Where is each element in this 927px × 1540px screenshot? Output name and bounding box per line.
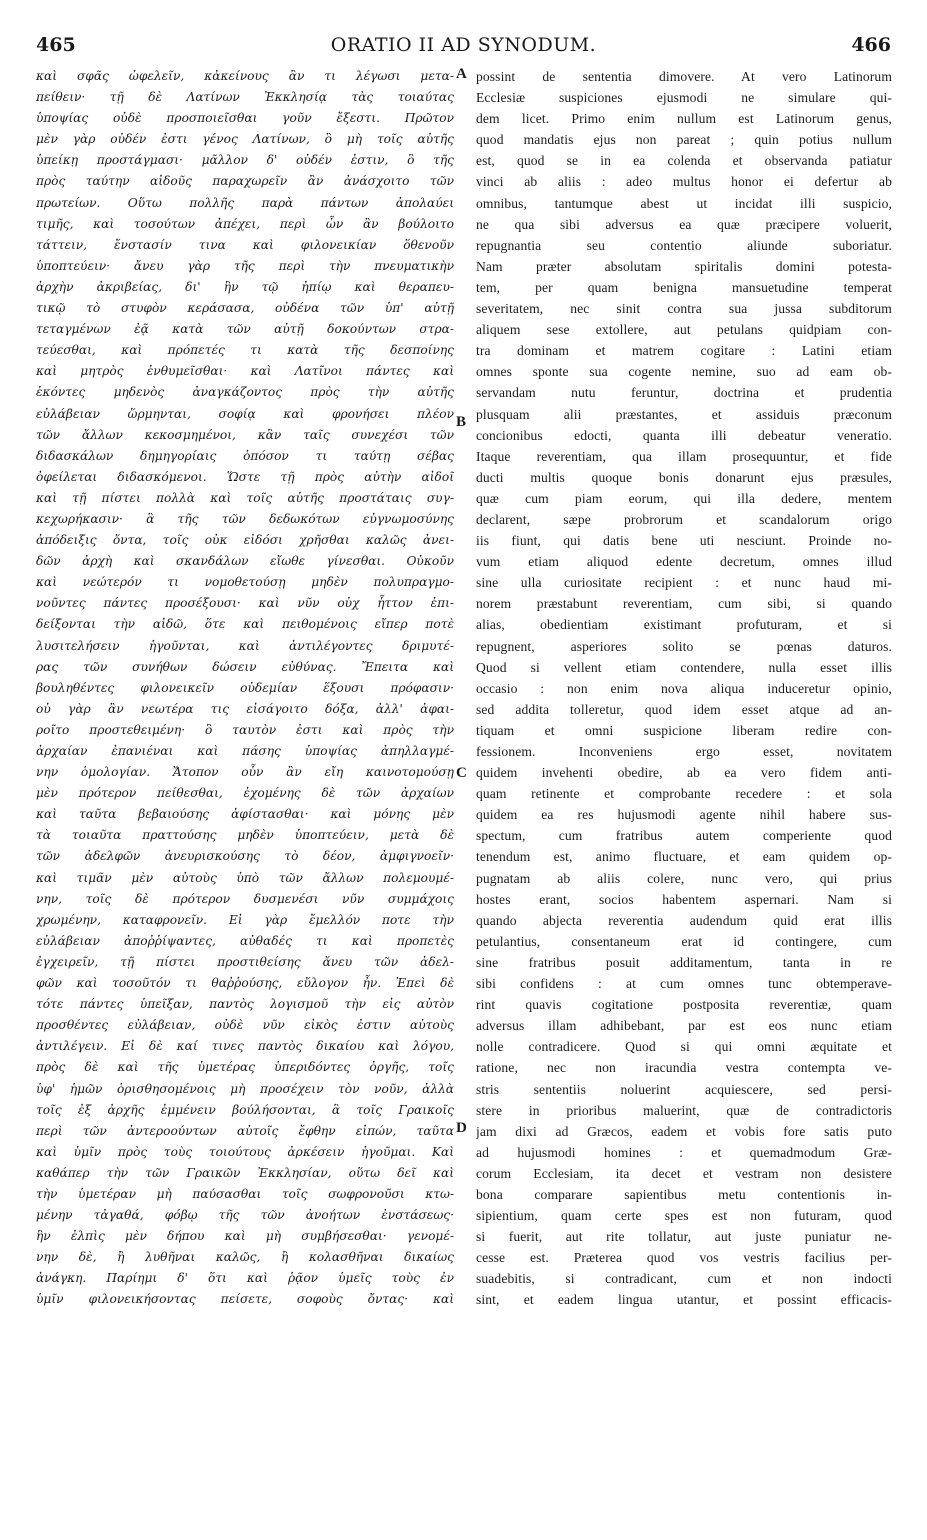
section-marker-a: A	[456, 66, 467, 82]
greek-text-line: τῶν ἀδελφῶν ἀνευρισκούσης τὸ δέον, ἀμφιγνοεῖν·	[36, 849, 454, 864]
latin-text-line: Ecclesiæ suspiciones ejusmodi ne simulare qui-	[476, 90, 892, 106]
greek-text-line: περὶ τῶν ἀντεροούντων αὐτοῖς ἔφθην εἰπών, ταῦτα	[36, 1123, 454, 1138]
latin-text-line: tem, per quam benigna mansuetudine temperat	[476, 279, 892, 295]
greek-text-line: πρὸς ταύτην αἰδοῦς παραχωρεῖν ἂν ἀνάσχοιτο τῶν	[36, 174, 454, 189]
greek-text-line: φῶν καὶ τοσοῦτόν τι θαῤῥούσης, εὔλογον ἦν. Ἐπεὶ δὲ	[36, 976, 454, 991]
greek-text-line: εὐλάβειαν ἀποῤῥίψαντες, αὐθαδές τι καὶ προπετὲς	[36, 933, 454, 948]
greek-text-line: ἀπόδειξις ὄντα, τοῖς οὐκ εἰδόσι χρῆσθαι καλῶς ἀνει-	[36, 533, 454, 548]
greek-text-line: μὲν πρότερον πείθεσθαι, ἐχομένης δὲ τῶν ἀρχαίων	[36, 786, 454, 801]
greek-text-line: τότε πάντες ὑπεῖξαν, παντὸς λογισμοῦ τὴν εἰς αὐτὸν	[36, 997, 454, 1012]
latin-text-line: tiquam et omni suspicione liberam redire con-	[476, 722, 892, 738]
latin-text-line: possint de sententia dimovere. At vero Latinorum	[476, 69, 892, 84]
latin-text-line: alias, obedientiam existimant profuturam, et si	[476, 617, 892, 633]
greek-text-line: διδασκάλων δημηγορίαις ὁπόσον τι ταύτῃ σέβας	[36, 448, 454, 463]
latin-text-line: sipientium, quam certe spes est non futuram, quod	[476, 1208, 892, 1224]
latin-text-line: repugnent, asperiores solito se pœnas daturos.	[476, 638, 892, 654]
latin-text-line: ad hujusmodi homines : et quemadmodum Græ-	[476, 1144, 892, 1160]
latin-text-line: quam retinente et comprobante recedere : et sola	[476, 786, 892, 802]
latin-text-line: occasio : non enim nova aliqua induceretur opinio,	[476, 680, 892, 696]
greek-text-line: καὶ ὑμῖν πρὸς τοὺς τοιούτους ἀρκέσειν ἡγοῦμαι. Καὶ	[36, 1144, 454, 1159]
latin-text-line: aliquem sese extollere, aut petulans quidpiam con-	[476, 322, 892, 338]
greek-text-line: καὶ ταῦτα βεβαιούσης ἀφίστασθαι· καὶ μόνης μὲν	[36, 807, 454, 822]
latin-text-line: corum Ecclesiam, ita decet et vestram non desistere	[476, 1165, 892, 1181]
greek-text-line: ἀρχὴν ἀκριβείας, δι' ἣν τῷ ἠπίῳ καὶ θεραπευ-	[36, 279, 454, 294]
greek-text-line: τεταγμένων ἐᾷ κατὰ τῶν αὐτῇ δοκούντων στρα-	[36, 322, 454, 337]
greek-text-line: εὐλάβειαν ὥρμηνται, σοφίᾳ καὶ φρονήσει πλέον	[36, 406, 454, 421]
greek-text-line: καὶ σφᾶς ὠφελεῖν, κἀκείνους ἂν τι λέγωσι μετα-	[36, 69, 454, 83]
section-marker-c: C	[456, 765, 467, 781]
greek-text-line: καὶ μητρὸς ἐνθυμεῖσθαι· καὶ Λατῖνοι πάντες καὶ	[36, 364, 454, 379]
greek-text-line: καὶ τιμᾶν μὲν αὐτοὺς ὑπὸ τῶν ἄλλων πολεμουμέ-	[36, 870, 454, 885]
greek-text-line: ὑποψίας οὐδὲ προσποιεῖσθαι γοῦν ἔξεστι. Πρῶτον	[36, 111, 454, 126]
latin-text-line: omnes sponte sua cogente nemine, suo ad eam ob-	[476, 364, 892, 380]
latin-text-line: suadebitis, si contradicant, cum et non indocti	[476, 1271, 892, 1287]
greek-text-line: ἀνάγκη. Παρίημι δ' ὅτι καὶ ῥᾷον ὑμεῖς τοὺς ἐν	[36, 1271, 454, 1286]
greek-text-line: χρωμένην, καταφρονεῖν. Εἰ γὰρ ἔμελλόν ποτε τὴν	[36, 912, 454, 927]
latin-text-line: jam dixi ad Græcos, eadem et vobis fore satis puto	[476, 1123, 892, 1139]
greek-text-line: νην, τοῖς δὲ πρότερον δυσμενέσι νῦν συμμάχοις	[36, 891, 454, 906]
latin-text-line: petulantius, consentaneum erat id contingere, cum	[476, 933, 892, 949]
greek-text-line: πείθειν· τῇ δὲ Λατίνων Ἐκκλησίᾳ τὰς τοιαύτας	[36, 90, 454, 105]
latin-text-line: tenendum est, animo fluctuare, et eam quidem op-	[476, 849, 892, 865]
latin-text-line: si fuerit, aut rite tollatur, aut juste puniatur ne-	[476, 1229, 892, 1245]
greek-text-line: βουληθέντες φιλονεικεῖν οὐδεμίαν ἕξουσι πρόφασιν·	[36, 680, 454, 695]
latin-text-line: cesse est. Præterea quod vos vestris facilius per-	[476, 1250, 892, 1266]
running-title: ORATIO II AD SYNODUM.	[330, 34, 597, 56]
latin-text-line: vum etiam aliquod edente decretum, omnes illud	[476, 554, 892, 570]
latin-text-line: Quod si vellent etiam contendere, nulla esset illis	[476, 659, 892, 675]
latin-text-line: quidem invehenti obedire, ab ea vero fidem anti-	[476, 765, 892, 781]
latin-text-line: quando abjecta reverentia audendum quid erat illis	[476, 912, 892, 928]
latin-text-line: severitatem, nec sinit contra sua jussa subditorum	[476, 301, 892, 317]
greek-text-line: καὶ τῇ πίστει πολλὰ καὶ τοῖς αὐτῆς προστάταις συγ-	[36, 490, 454, 505]
greek-text-line: ὑφ' ἡμῶν ὁρισθησομένοις μὴ προσέχειν τὸν νοῦν, ἀλλὰ	[36, 1081, 454, 1096]
latin-text-line: est, quod se in ea colenda et observanda patiatur	[476, 153, 892, 169]
greek-text-line: τὰ τοιαῦτα πραττούσης μηδὲν ὑποπτεύειν, μετὰ δὲ	[36, 828, 454, 843]
greek-text-line: ὑποπτεύειν· ἄνευ γὰρ τῆς περὶ τὴν πνευματικὴν	[36, 258, 454, 273]
greek-text-line: νοῦντες πάντες προσέξουσι· καὶ νῦν οὐχ ἧττον ἐπι-	[36, 596, 454, 611]
greek-text-line: τῶν ἄλλων κεκοσμημένοι, κἂν ταῖς συνεχέσι τῶν	[36, 427, 454, 442]
latin-text-line: stris sententiis noluerint acquiescere, sed persi-	[476, 1081, 892, 1097]
greek-text-line: ἐγχειρεῖν, τῇ πίστει προστιθείσης ἄνευ τῶν ἀδελ-	[36, 954, 454, 969]
greek-text-line: ρας τῶν συνήθων δώσειν εὐθύνας. Ἔπειτα καὶ	[36, 659, 454, 674]
greek-text-line: ἀρχαίαν ἐπανιέναι καὶ πάσης ὑποψίας ἀπηλλαγμέ-	[36, 744, 454, 758]
latin-text-line: vinci ab aliis : adeo multus honor ei defertur ab	[476, 174, 892, 190]
greek-text-line: ὑμῖν φιλονεικήσοντας πείσετε, σοφοὺς ὄντας· καὶ	[36, 1292, 454, 1307]
latin-text-line: hostes erant, socios habentem aspernari. Nam si	[476, 891, 892, 907]
latin-text-line: quidem ea res hujusmodi agente nihil habere sus-	[476, 807, 892, 823]
greek-text-line: τάττειν, ἔνστασίν τινα καὶ φιλονεικίαν ὅθενοῦν	[36, 237, 454, 252]
latin-text-line: rint quavis cogitatione postposita reverentiæ, quam	[476, 997, 892, 1013]
page-number-right: 466	[851, 34, 891, 56]
greek-text-line: νην δὲ, ἢ λυθῆναι καλῶς, ἢ κολασθῆναι δικαίως	[36, 1250, 454, 1265]
latin-text-line: sibi confidens : at cum omnes tunc obtemperave-	[476, 976, 892, 992]
latin-text-line: Nam præter absolutam spiritalis domini potesta-	[476, 258, 892, 274]
latin-text-line: ducti multis quoque bonis donarunt ejus præsules,	[476, 469, 892, 485]
greek-text-line: ἀντιλέγειν. Εἰ δὲ καί τινες παντὸς δικαίου καὶ λόγου,	[36, 1039, 454, 1054]
latin-text-line: quæ cum piam eorum, qui illa dedere, mentem	[476, 490, 892, 506]
latin-text-line: Itaque reverentiam, qua illam prosequuntur, et fide	[476, 448, 892, 464]
greek-text-line: ὑπείκῃ προστάγμασι· μᾶλλον δ' οὐδέν ἐστιν, ὃ τῆς	[36, 153, 454, 168]
greek-text-line: ροῖτο προστεθειμένη· ὃ ταυτὸν ἐστι καὶ πρὸς τὴν	[36, 722, 454, 737]
greek-text-line: τοῖς ἐξ ἀρχῆς ἐμμένειν βούλήσονται, ἃ τοῖς Γραικοῖς	[36, 1102, 454, 1117]
greek-text-line: μὲν γὰρ οὐδέν ἐστι γένος Λατίνων, ὃ μὴ τοῖς αὐτῆς	[36, 132, 454, 147]
greek-text-line: καὶ νεώτερόν τι νομοθετούσῃ μηδὲν πολυπραγμο-	[36, 575, 454, 590]
greek-text-line: δείξονται τὴν αἰδῶ, ὅτε καὶ πειθομένοις εἴπερ ποτὲ	[36, 617, 454, 632]
greek-text-line: λυσιτελήσειν ἡγοῦνται, καὶ ἀντιλέγοντες δριμυτέ-	[36, 638, 454, 653]
greek-text-line: καθάπερ τὴν τῶν Γραικῶν Ἐκκλησίαν, οὕτω δεῖ καὶ	[36, 1165, 454, 1180]
latin-text-line: fessionem. Inconveniens ergo esset, novitatem	[476, 744, 892, 759]
greek-text-line: τὴν ὑμετέραν μὴ παύσασθαι τοῖς σωφρονοῦσι κτω-	[36, 1186, 454, 1201]
page-header	[36, 34, 891, 64]
latin-text-line: nolle contradicere. Quod si qui omni æquitate et	[476, 1039, 892, 1055]
section-marker-b: B	[456, 414, 467, 430]
greek-text-line: νην ὁμολογίαν. Ἄτοπον οὖν ἂν εἴη καινοτομούσῃ	[36, 765, 454, 780]
latin-text-line: omnibus, tantumque abest ut incidat illi suspicio,	[476, 195, 892, 211]
latin-column	[476, 66, 892, 1311]
latin-text-line: concionibus edocti, quanta illi debeatur veneratio.	[476, 427, 892, 443]
latin-text-line: sine fratribus posuit additamentum, tanta in re	[476, 954, 892, 970]
latin-text-line: servandam nutu feruntur, doctrina et prudentia	[476, 385, 892, 401]
greek-text-line: ἑκόντες μηδενὸς ἀναγκάζοντος πρὸς τὴν αὐτῆς	[36, 385, 454, 400]
latin-text-line: plusquam alii præstantes, et assiduis præconum	[476, 406, 892, 422]
latin-text-line: sine ulla curiositate recipient : et nunc haud mi-	[476, 575, 892, 591]
latin-text-line: tra dominam et matrem cogitare : Latini etiam	[476, 343, 892, 359]
latin-text-line: sint, et eadem lingua utantur, et possint efficacis-	[476, 1292, 892, 1308]
greek-text-line: τιμῆς, καὶ τοσούτων ἀπέχει, περὶ ὧν ἂν βούλοιτο	[36, 216, 454, 231]
latin-text-line: pugnatam ab aliis colere, nunc vero, qui prius	[476, 870, 892, 886]
latin-text-line: norem præstabunt reverentiam, cum sibi, si quando	[476, 596, 892, 612]
greek-text-line: πρωτείων. Οὕτω πολλῆς παρὰ πάντων ἀπολαύει	[36, 195, 454, 210]
latin-text-line: ne qua sibi adversus ea quæ præcipere voluerit,	[476, 216, 892, 232]
latin-text-line: quod mandatis ejus non pareat ; quin potius nullum	[476, 132, 892, 148]
greek-text-line: ὀφείλεται διδασκόμενοι. Ὥστε τῇ πρὸς αὐτὴν αἰδοῖ	[36, 469, 454, 484]
greek-text-line: ἣν ἐλπὶς μὲν δήπου καὶ μὴ συμβήσεσθαι· γενομέ-	[36, 1229, 454, 1244]
greek-text-line: οὐ γὰρ ἂν νεωτέρα τις εἰσάγοιτο δόξα, ἀλλ' ἀφαι-	[36, 701, 454, 716]
latin-text-line: ratione, nec non iracundia vestra contempta ve-	[476, 1060, 892, 1076]
greek-text-line: πρὸς δὲ καὶ τῆς ὑμετέρας ὑπεριδόντες ὀργῆς, τοῖς	[36, 1060, 454, 1075]
page-number-left: 465	[36, 34, 76, 56]
greek-text-line: τεύεσθαι, καὶ πρόπετές τι κατὰ τῆς δεσποίνης	[36, 343, 454, 358]
latin-text-line: sed addita tolleretur, quod idem esset atque ad an-	[476, 701, 892, 717]
latin-text-line: stere in prioribus maluerint, quæ de contradictoris	[476, 1102, 892, 1118]
latin-text-line: repugnantia seu contentio aliunde suboriatur.	[476, 237, 892, 253]
latin-text-line: iis fiunt, qui datis bene uti nesciunt. Proinde no-	[476, 533, 892, 549]
greek-text-line: μένην τἀγαθά, φόβῳ τῆς τῶν ἀνοήτων ἐνστάσεως·	[36, 1208, 454, 1223]
latin-text-line: bona comparare sapientibus metu contentionis in-	[476, 1186, 892, 1202]
greek-text-line: προσθέντες εὐλάβειαν, οὐδὲ νῦν εἰκὸς ἐστιν αὐτοὺς	[36, 1018, 454, 1033]
latin-text-line: spectum, cum fratribus autem comperiente quod	[476, 828, 892, 844]
latin-text-line: declarent, sæpe probrorum et scandalorum origo	[476, 511, 892, 527]
latin-text-line: adversus illam adhibebant, par est eos nunc etiam	[476, 1018, 892, 1034]
greek-column	[36, 66, 454, 1311]
greek-text-line: τικῷ τὸ στυφὸν κεράσασα, οὐδένα τῶν ὑπ' αὐτῇ	[36, 301, 454, 316]
greek-text-line: κεχωρήκασιν· ἃ τῆς τῶν δεδωκότων εὐγνωμοσύνης	[36, 511, 454, 526]
section-marker-d: D	[456, 1120, 467, 1136]
latin-text-line: dem licet. Primo enim nullum est Latinorum genus,	[476, 111, 892, 127]
greek-text-line: δῶν ἀρχὴ καὶ σκανδάλων εἴωθε γίνεσθαι. Οὐκοῦν	[36, 554, 454, 569]
